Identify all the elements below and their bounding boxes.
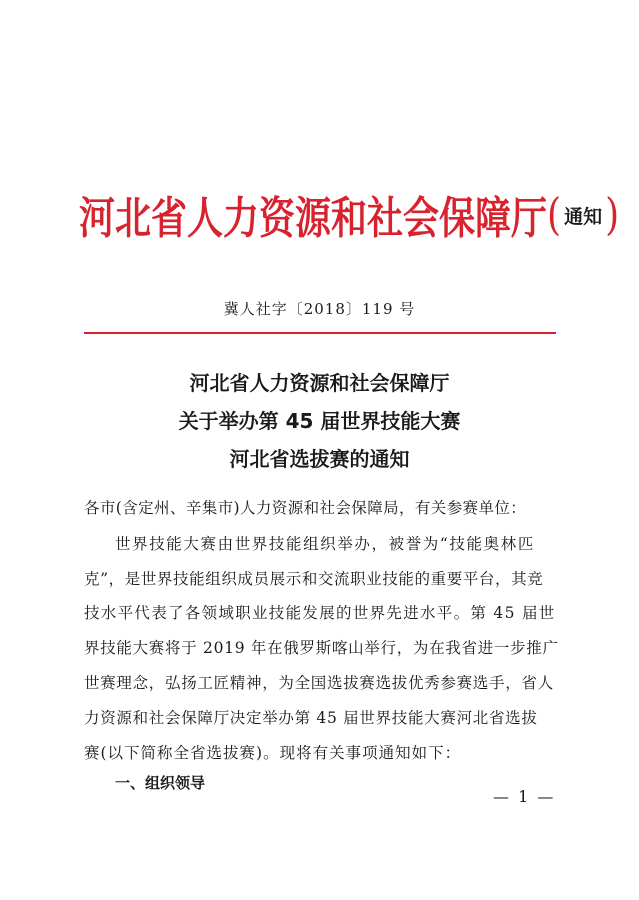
letterhead <box>79 190 620 245</box>
salutation: 各市(含定州、辛集市)人力资源和社会保障局，有关参赛单位： <box>84 499 527 517</box>
body-line: 界技能大赛将于 2019 年在俄罗斯喀山举行，为在我省进一步推广 <box>84 639 559 657</box>
body-line: 赛(以下简称全省选拔赛)。现将有关事项通知如下： <box>84 744 462 762</box>
document-number: 冀人社字〔2018〕119 号 <box>223 300 416 318</box>
body-line: 克”，是世界技能组织成员展示和交流职业技能的重要平台，其竞 <box>84 570 544 588</box>
letterhead-open-paren: ( <box>547 190 562 241</box>
title-line-3: 河北省选拔赛的通知 <box>229 447 410 471</box>
letterhead-close-paren: ) <box>605 190 620 241</box>
letterhead-org: 河北省人力资源和社会保障厅 <box>79 194 548 245</box>
letterhead-divider <box>84 332 556 334</box>
letterhead-doc-type: 通知 <box>564 206 603 228</box>
page-number: — 1 — <box>493 787 556 806</box>
section-heading: 一、组织领导 <box>115 774 206 792</box>
body-line: 世界技能大赛由世界技能组织举办，被誉为“技能奥林匹 <box>115 535 535 553</box>
body-line: 技水平代表了各领域职业技能发展的世界先进水平。第 45 届世 <box>84 604 556 622</box>
title-line-1: 河北省人力资源和社会保障厅 <box>189 371 450 395</box>
body-line: 世赛理念，弘扬工匠精神，为全国选拔赛选拔优秀参赛选手，省人 <box>84 674 554 692</box>
body-line: 力资源和社会保障厅决定举办第 45 届世界技能大赛河北省选拔 <box>84 709 538 727</box>
title-line-2: 关于举办第 45 届世界技能大赛 <box>178 409 461 433</box>
